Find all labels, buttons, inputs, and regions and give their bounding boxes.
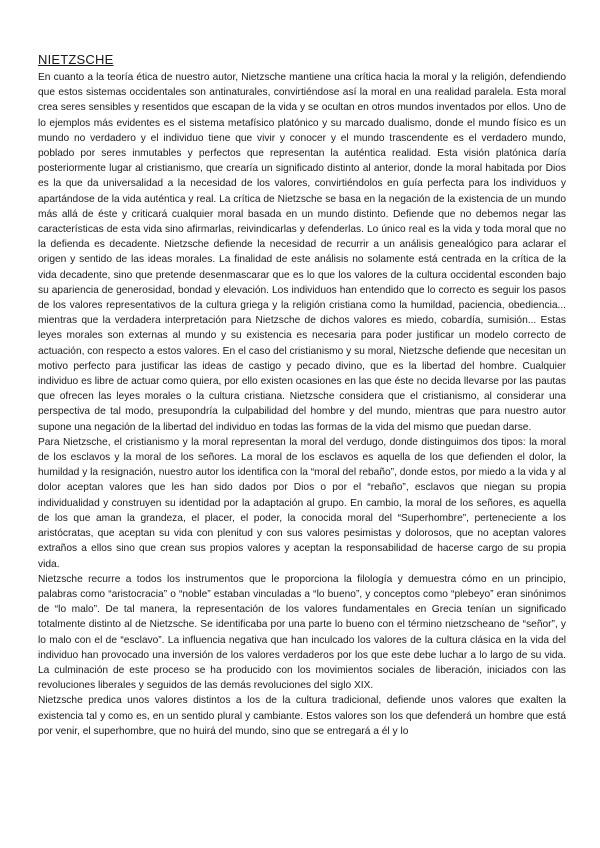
paragraph-4: Nietzsche predica unos valores distintos a los de la cultura tradicional, defiende unos valores que exalten la existencia tal y como es, en un sentido plural y cambiante. Estos valores son los que defenderá un hombre que está por venir, el superhombre, que no huirá del mundo, sino que se entregará a él y lo	[38, 695, 566, 737]
paragraph-1: En cuanto a la teoría ética de nuestro autor, Nietzsche mantiene una crítica hacia la moral y la religión, defendiendo que estos sistemas occidentales son antinaturales, convirtiéndose así la moral en una realidad paralela. Esta moral crea seres sensibles y resentidos que escapan de la vida y se ocultan en otros mundos inventados por ellos. Uno de lo ejemplos más evidentes es el sistema metafísico platónico y su marcado dualismo, donde el mundo físico es un mundo no verdadero y el individuo tiene que vivir y conocer y el mundo trascendente es el verdadero mundo, poblado por seres inmutables y perfectos que representan la auténtica realidad. Esta visión platónica daría posteriormente lugar al cristianismo, que crearía un significado distinto al anterior, donde la moral habitada por Dios es la que da universalidad a la necesidad de los valores, convirtiéndolos en guía perfecta para los individuos y apartándose de la vida auténtica y real. La crítica de Nietzsche se basa en la negación de la existencia de un mundo más allá de éste y criticará cualquier moral basada en un mundo distinto. Defiende que no debemos negar las características de esta vida sino afirmarlas, reivindicarlas y defenderlas. Lo único real es la vida y toda moral que no la defienda es decadente. Nietzsche defiende la necesidad de recurrir a un análisis genealógico para aclarar el origen y sentido de las ideas morales. La finalidad de este análisis no solamente está centrada en la crítica de la vida decadente, sino que pretende desenmascarar que es lo que los valores de la cultura occidental esconden bajo su apariencia de generosidad, bondad y elevación. Los individuos han entendido que lo correcto es seguir los pasos de los valores representativos de la cultura griega y la religión cristiana como la humildad, paciencia, obediencia... mientras que la verdadera interpretación para Nietzsche de dichos valores es miedo, cobardía, sumisión... Estas leyes morales son externas al mundo y su existencia es necesaria para poder justificar un modelo correcto de actuación, con respecto a estos valores. En el caso del cristianismo y su moral, Nietzsche defiende que necesitan un motivo perfecto para justificar las ideas de castigo y pecado divino, que es la libertad del hombre. Cualquier individuo es libre de actuar como quiera, por ello existen ocasiones en las que éste no decida llevarse por las pautas que ofrecen las leyes morales o la cultura cristiana. Nietzsche considera que el cristianismo, al considerar una perspectiva de tal modo, presupondría la culpabilidad del hombre y del mundo, mientras que para nuestro autor supone una negación de la libertad del individuo en todas las formas de la vida del mismo que puedan darse.	[38, 72, 566, 433]
document-page	[38, 52, 566, 739]
paragraph-3: Nietzsche recurre a todos los instrumentos que le proporciona la filología y demuestra cómo en un principio, palabras como “aristocracia” o “noble” estaban vinculadas a “lo bueno”, y conceptos como “plebeyo” eran sinónimos de “lo malo”. De tal manera, la representación de los valores fundamentales en Grecia tenían un significado totalmente distinto al de Nietzsche. Se identificaba por una parte lo bueno con el término nietzscheano de “señor”, y lo malo con el de “esclavo”. La influencia negativa que han inculcado los valores de la cultura clásica en la vida del individuo han provocado una inversión de los valores verdaderos por los que este debe luchar a lo largo de su vida. La culminación de este proceso se ha producido con los movimientos sociales de liberación, iniciados con las revoluciones liberales y seguidos de las demás revoluciones del siglo XIX.	[38, 573, 566, 692]
paragraph-2: Para Nietzsche, el cristianismo y la moral representan la moral del verdugo, donde distinguimos dos tipos: la moral de los esclavos y la moral de los señores. La moral de los esclavos es aquella de los que defienden el dolor, la humildad y la resignación, nuestro autor los identifica con la “moral del rebaño”, donde estos, por miedo a la vida y al dolor aceptan valores que les han sido dados por Dios o por el “rebaño”, esclavos que niegan su propia individualidad y construyen su identidad por la adaptación al grupo. En cambio, la moral de los señores, es aquella de los que aman la grandeza, el placer, el poder, la conocida moral del “Superhombre”, perteneciente a los aristócratas, que aceptan su vida con plenitud y con sus valores pesimistas y dolorosos, que no aceptan valores extraños a ellos sino que crean sus propios valores y aceptan la responsabilidad de hacerse cargo de su propia vida.	[38, 436, 566, 570]
document-title: NIETZSCHE	[38, 52, 114, 67]
